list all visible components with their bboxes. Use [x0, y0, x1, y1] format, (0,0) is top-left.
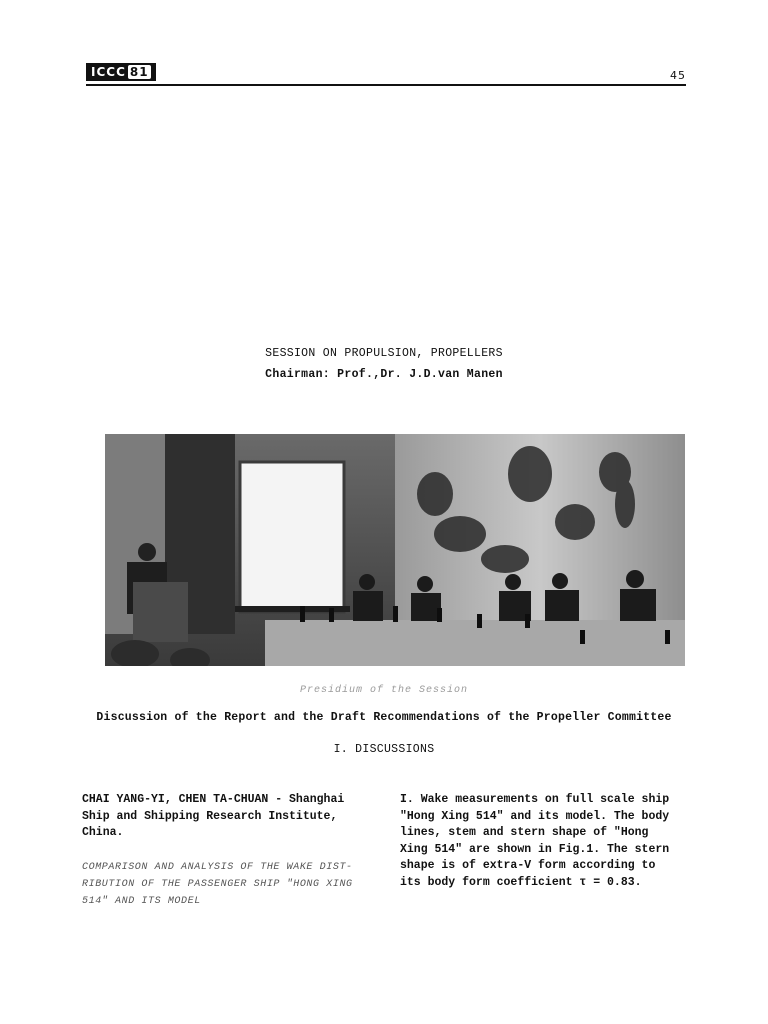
logo-badge	[86, 63, 156, 81]
session-title: SESSION ON PROPULSION, PROPELLERS	[265, 347, 503, 360]
authors-line: Ship and Shipping Research Institute,	[82, 809, 338, 823]
discussion-title: Discussion of the Report and the Draft Recommendations of the Propeller Committee	[96, 711, 672, 724]
paper-title-line: RIBUTION OF THE PASSENGER SHIP "HONG XING	[82, 878, 353, 890]
presidium-table	[265, 620, 685, 666]
presidium-photo-illustration	[105, 434, 685, 666]
body-line: Xing 514" are shown in Fig.1. The stern	[400, 842, 670, 856]
body-line: lines, stem and stern shape of "Hong	[400, 826, 649, 839]
photo-caption: Presidium of the Session	[299, 685, 469, 696]
logo-year: 81	[129, 64, 149, 79]
paper-title	[82, 859, 382, 910]
authors-affiliation	[82, 792, 382, 842]
page-number: 45	[670, 69, 686, 82]
conference-logo	[86, 64, 156, 79]
paper-title-line: COMPARISON AND ANALYSIS OF THE WAKE DIST-	[82, 861, 353, 873]
body-line: shape is of extra-V form according to	[400, 859, 656, 872]
authors-line: CHAI YANG-YI, CHEN TA-CHUAN - Shanghai	[82, 793, 345, 806]
session-photo	[105, 434, 685, 666]
paper-title-line: 514" AND ITS MODEL	[82, 895, 201, 907]
body-line: "Hong Xing 514" and its model. The body	[400, 809, 670, 823]
body-line: I. Wake measurements on full scale ship	[400, 793, 670, 806]
section-heading: I. DISCUSSIONS	[333, 743, 435, 756]
projection-screen	[240, 462, 344, 612]
authors-line: China.	[82, 826, 124, 839]
logo-text: ICCC	[91, 64, 126, 79]
session-chairman: Chairman: Prof.,Dr. J.D.van Manen	[265, 368, 503, 381]
body-line: its body form coefficient τ = 0.83.	[400, 875, 642, 889]
header-rule	[86, 84, 686, 86]
right-column-body	[400, 792, 690, 891]
left-column	[82, 792, 382, 910]
